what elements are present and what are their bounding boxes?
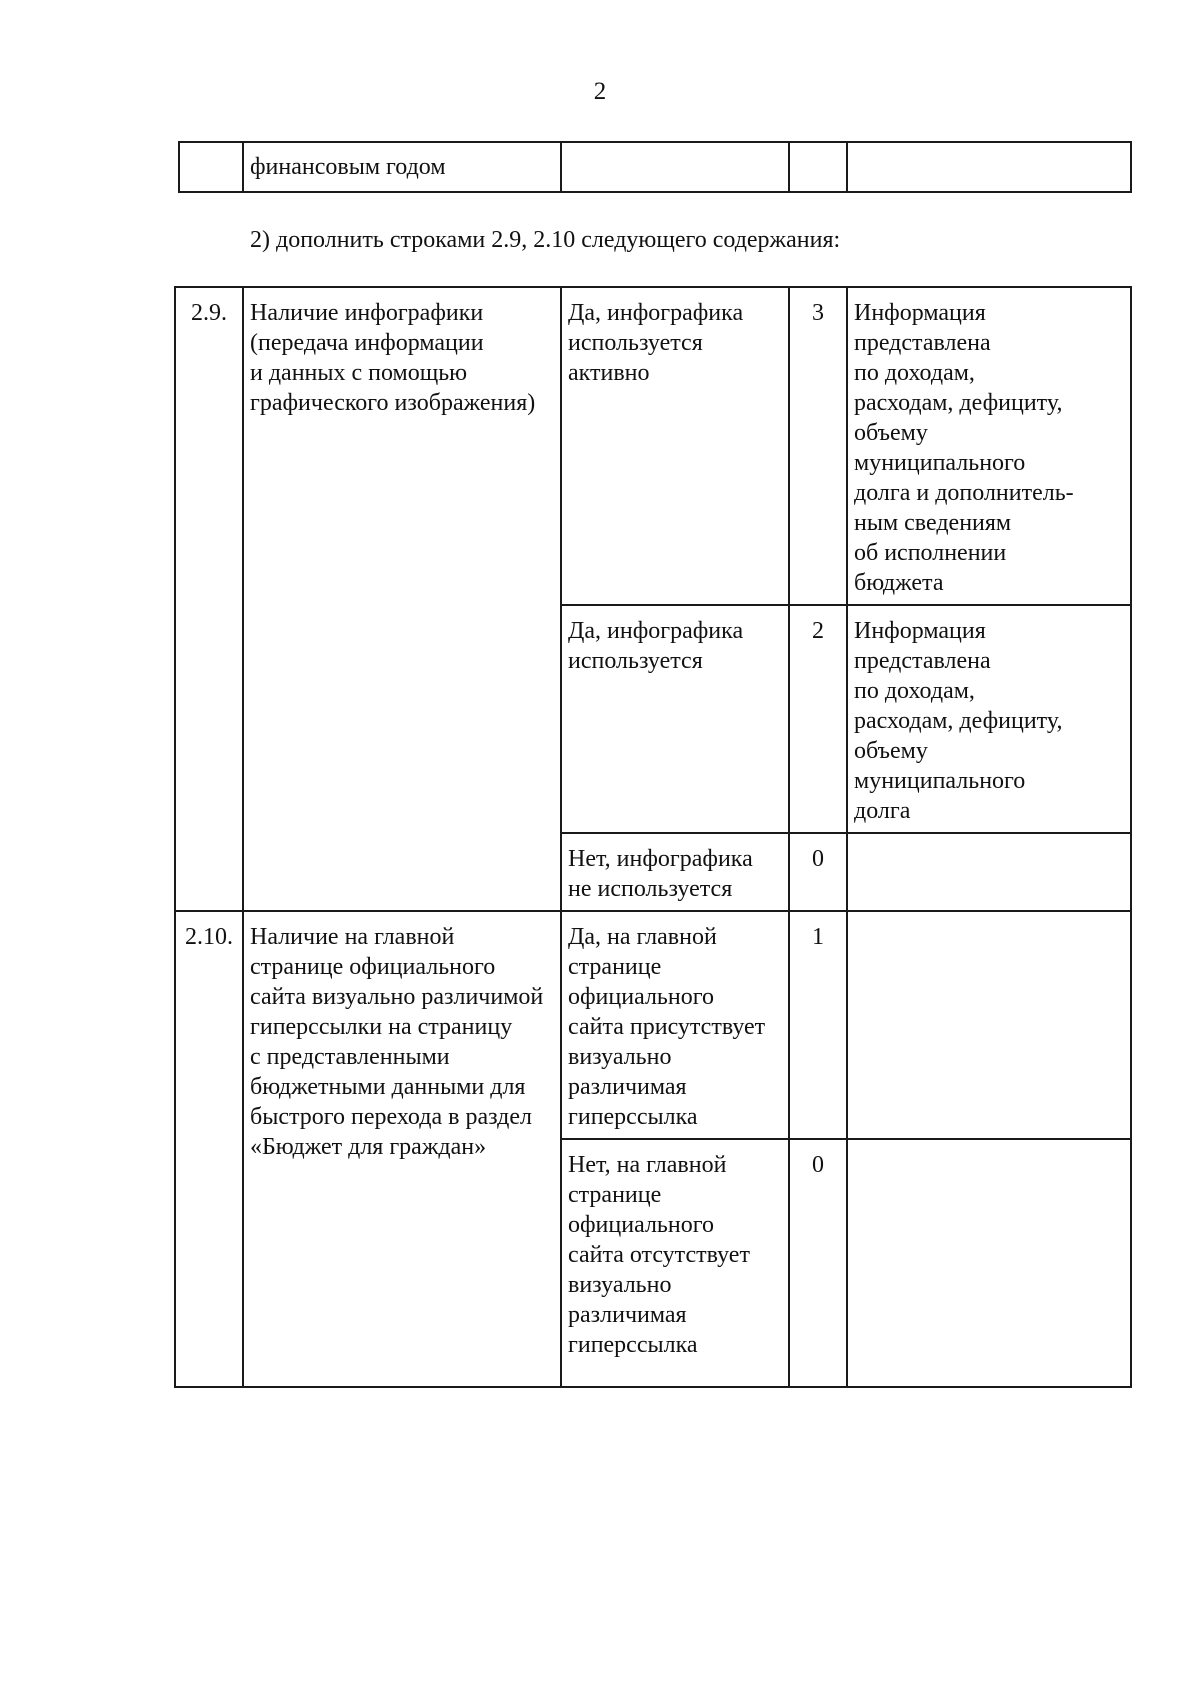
cell-line: сайта отсутствует — [568, 1242, 750, 1268]
cell-line: бюджета — [854, 570, 944, 596]
cell-line: Наличие на главной — [250, 924, 455, 950]
note-cell — [847, 142, 1131, 192]
cell-line: гиперссылки на страницу — [250, 1014, 513, 1040]
score — [789, 605, 847, 833]
criteria-table — [174, 286, 1132, 1388]
criterion-cell — [561, 142, 789, 192]
cell-line: официального — [568, 1212, 714, 1238]
cell-line: 1 — [812, 924, 824, 950]
cell-line: Нет, на главной — [568, 1152, 727, 1178]
cell-line: странице официального — [250, 954, 496, 980]
cell-line: расходам, дефициту, — [854, 708, 1063, 734]
score — [789, 833, 847, 911]
cell-line: сайта визуально различимой — [250, 984, 544, 1010]
cell-line: 2.10. — [185, 924, 233, 950]
cell-line: 0 — [812, 1152, 824, 1178]
cell-line: 0 — [812, 846, 824, 872]
cell-line: по доходам, — [854, 678, 975, 704]
cell-line: не используется — [568, 876, 733, 902]
cell-line: Да, на главной — [568, 924, 717, 950]
cell-line: Да, инфографика — [568, 618, 744, 644]
cell-line: с представленными — [250, 1044, 450, 1070]
cell-line: странице — [568, 1182, 662, 1208]
cell-line: бюджетными данными для — [250, 1074, 526, 1100]
cell-line: гиперссылка — [568, 1104, 698, 1130]
note — [847, 287, 1131, 605]
number-cell — [179, 142, 243, 192]
score — [789, 287, 847, 605]
table-row — [175, 287, 1131, 605]
table-row — [175, 911, 1131, 1139]
cell-line: различимая — [568, 1302, 687, 1328]
note — [847, 833, 1131, 911]
cell-line: муниципального — [854, 768, 1026, 794]
score-cell — [789, 142, 847, 192]
cell-line: долга и дополнитель- — [854, 480, 1074, 506]
page-number: 2 — [593, 78, 607, 105]
intro-text: 2) дополнить строками 2.9, 2.10 следующего содержания: — [250, 227, 841, 253]
cell-line: 2 — [812, 618, 824, 644]
cell-line: визуально — [568, 1044, 672, 1070]
row-number — [175, 287, 243, 911]
criterion — [561, 605, 789, 833]
cell-line: используется — [568, 648, 703, 674]
cell-line: долга — [854, 798, 911, 824]
note — [847, 911, 1131, 1139]
score — [789, 911, 847, 1139]
cell-line: различимая — [568, 1074, 687, 1100]
indicator-name — [243, 287, 561, 911]
cell-line: визуально — [568, 1272, 672, 1298]
cell-line: объему — [854, 420, 928, 446]
cell-line: объему — [854, 738, 928, 764]
cell-line: Да, инфографика — [568, 300, 744, 326]
cell-line: «Бюджет для граждан» — [250, 1134, 487, 1160]
indicator-name — [243, 911, 561, 1387]
cell-line: странице — [568, 954, 662, 980]
score — [789, 1139, 847, 1387]
criterion — [561, 833, 789, 911]
cell-line: Информация — [854, 300, 986, 326]
criterion — [561, 1139, 789, 1387]
cell-line: Наличие инфографики — [250, 300, 484, 326]
cell-line: муниципального — [854, 450, 1026, 476]
cell-line: и данных с помощью — [250, 360, 468, 386]
cell-line: об исполнении — [854, 540, 1007, 566]
cell-line: 2.9. — [191, 300, 227, 326]
cell-line: ным сведениям — [854, 510, 1012, 536]
cell-line: (передача информации — [250, 330, 484, 356]
cell-line: быстрого перехода в раздел — [250, 1104, 532, 1130]
cell-line: графического изображения) — [250, 390, 536, 416]
cell-line: Нет, инфографика — [568, 846, 753, 872]
cell-line: Информация — [854, 618, 986, 644]
cell-line: по доходам, — [854, 360, 975, 386]
cell-line: гиперссылка — [568, 1332, 698, 1358]
cell-line: 3 — [812, 300, 824, 326]
indicator-cell: финансовым годом — [243, 142, 561, 192]
table-row — [179, 142, 1131, 192]
cell-line: активно — [568, 360, 650, 386]
cell-line: расходам, дефициту, — [854, 390, 1063, 416]
note — [847, 605, 1131, 833]
cell-line: официального — [568, 984, 714, 1010]
cell-line: сайта присутствует — [568, 1014, 766, 1040]
continuation-table — [178, 141, 1132, 193]
criterion — [561, 287, 789, 605]
note — [847, 1139, 1131, 1387]
cell-line: используется — [568, 330, 703, 356]
row-number — [175, 911, 243, 1387]
cell-line: представлена — [854, 648, 991, 674]
cell-line: представлена — [854, 330, 991, 356]
criterion — [561, 911, 789, 1139]
